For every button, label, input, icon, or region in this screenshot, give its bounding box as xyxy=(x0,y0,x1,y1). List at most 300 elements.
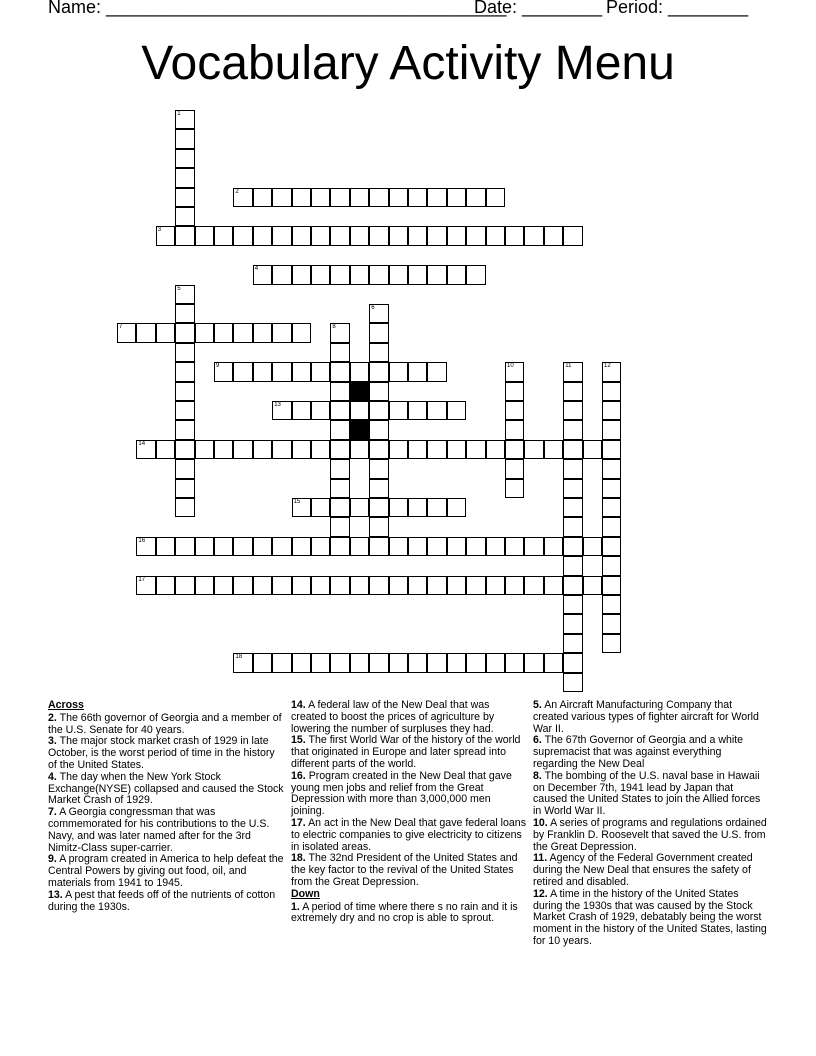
crossword-cell[interactable] xyxy=(175,343,194,362)
crossword-cell[interactable] xyxy=(466,653,485,672)
crossword-cell[interactable] xyxy=(272,537,291,556)
crossword-cell[interactable] xyxy=(175,226,194,245)
crossword-cell[interactable] xyxy=(350,188,369,207)
crossword-cell[interactable] xyxy=(195,323,214,342)
crossword-cell[interactable] xyxy=(156,537,175,556)
crossword-cell[interactable] xyxy=(408,498,427,517)
crossword-cell[interactable] xyxy=(369,362,388,381)
crossword-cell[interactable] xyxy=(233,226,252,245)
crossword-cell[interactable] xyxy=(524,440,543,459)
crossword-cell[interactable] xyxy=(466,440,485,459)
crossword-cell[interactable] xyxy=(253,323,272,342)
crossword-cell[interactable] xyxy=(563,382,582,401)
crossword-cell[interactable] xyxy=(408,188,427,207)
black-cell xyxy=(350,420,369,439)
crossword-cell[interactable] xyxy=(214,362,233,381)
crossword-cell[interactable] xyxy=(369,401,388,420)
crossword-cell[interactable] xyxy=(214,537,233,556)
crossword-cell[interactable] xyxy=(389,226,408,245)
clue-label: 3. xyxy=(48,735,57,748)
crossword-cell[interactable] xyxy=(369,479,388,498)
across-clue xyxy=(48,713,284,737)
crossword-cell[interactable] xyxy=(389,401,408,420)
crossword-cell[interactable] xyxy=(505,479,524,498)
crossword-cell[interactable] xyxy=(563,362,582,381)
period-field[interactable]: Period: ________ xyxy=(606,0,749,17)
crossword-cell[interactable] xyxy=(175,420,194,439)
clue-label: 11. xyxy=(533,852,548,865)
crossword-cell[interactable] xyxy=(330,323,349,342)
crossword-cell[interactable] xyxy=(369,265,388,284)
crossword-cell[interactable] xyxy=(427,265,446,284)
crossword-cell[interactable] xyxy=(272,226,291,245)
crossword-cell[interactable] xyxy=(563,537,582,556)
crossword-cell[interactable] xyxy=(563,401,582,420)
crossword-cell[interactable] xyxy=(447,401,466,420)
crossword-cell[interactable] xyxy=(447,653,466,672)
crossword-cell[interactable] xyxy=(253,226,272,245)
crossword-cell[interactable] xyxy=(175,459,194,478)
crossword-cell[interactable] xyxy=(466,226,485,245)
crossword-cell[interactable] xyxy=(544,440,563,459)
crossword-cell[interactable] xyxy=(408,653,427,672)
crossword-cell[interactable] xyxy=(583,576,602,595)
crossword-cell[interactable] xyxy=(563,226,582,245)
crossword-cell[interactable] xyxy=(350,498,369,517)
crossword-cell[interactable] xyxy=(330,479,349,498)
crossword-cell[interactable] xyxy=(408,265,427,284)
crossword-cell[interactable] xyxy=(175,498,194,517)
crossword-cell[interactable] xyxy=(175,188,194,207)
clue-text: Agency of the Federal Government created during the New Deal that ensures the safety of retired and disabled. xyxy=(533,852,753,888)
crossword-cell[interactable] xyxy=(408,362,427,381)
crossword-cell[interactable] xyxy=(350,440,369,459)
crossword-cell[interactable] xyxy=(602,382,621,401)
crossword-cell[interactable] xyxy=(195,537,214,556)
clue-number: 17 xyxy=(138,576,146,583)
clue-section-heading: Down xyxy=(291,887,320,900)
crossword-cell[interactable] xyxy=(389,440,408,459)
clue-text: A Georgia congressman that was commemorated for his contributions to the U.S. Navy, and was later named after for the 3rd Nimitz-Class super-carrier. xyxy=(48,806,270,854)
crossword-cell[interactable] xyxy=(330,537,349,556)
crossword-cell[interactable] xyxy=(602,634,621,653)
crossword-cell[interactable] xyxy=(505,459,524,478)
crossword-cell[interactable] xyxy=(272,188,291,207)
crossword-cell[interactable] xyxy=(563,595,582,614)
crossword-cell[interactable] xyxy=(447,188,466,207)
crossword-cell[interactable] xyxy=(602,362,621,381)
clue-number: 5 xyxy=(177,285,181,292)
down-clue xyxy=(533,771,769,818)
crossword-cell[interactable] xyxy=(175,149,194,168)
crossword-cell[interactable] xyxy=(311,226,330,245)
crossword-cell[interactable] xyxy=(486,226,505,245)
name-field[interactable]: Name: ________________________________________ xyxy=(48,0,507,17)
crossword-cell[interactable] xyxy=(175,382,194,401)
crossword-cell[interactable] xyxy=(408,440,427,459)
clue-number: 15 xyxy=(293,499,301,505)
crossword-cell[interactable] xyxy=(350,362,369,381)
crossword-cell[interactable] xyxy=(505,440,524,459)
crossword-cell[interactable] xyxy=(447,498,466,517)
crossword-cell[interactable] xyxy=(369,440,388,459)
crossword-cell[interactable] xyxy=(175,401,194,420)
crossword-cell[interactable] xyxy=(563,498,582,517)
crossword-cell[interactable] xyxy=(369,498,388,517)
crossword-cell[interactable] xyxy=(292,323,311,342)
crossword-cell[interactable] xyxy=(563,653,582,672)
crossword-cell[interactable] xyxy=(330,343,349,362)
crossword-cell[interactable] xyxy=(253,362,272,381)
crossword-cell[interactable] xyxy=(175,323,194,342)
crossword-cell[interactable] xyxy=(175,576,194,595)
clue-label: 17. xyxy=(291,816,306,829)
crossword-cell[interactable] xyxy=(427,362,446,381)
crossword-cell[interactable] xyxy=(253,653,272,672)
crossword-cell[interactable] xyxy=(389,362,408,381)
crossword-cell[interactable] xyxy=(369,323,388,342)
clues-column-3 xyxy=(533,700,769,948)
crossword-cell[interactable] xyxy=(175,479,194,498)
crossword-cell[interactable] xyxy=(156,440,175,459)
crossword-cell[interactable] xyxy=(195,226,214,245)
crossword-cell[interactable] xyxy=(389,537,408,556)
crossword-cell[interactable] xyxy=(233,537,252,556)
down-clue xyxy=(533,853,769,888)
crossword-cell[interactable] xyxy=(214,576,233,595)
clue-label: 13. xyxy=(48,888,63,901)
clue-label: 6. xyxy=(533,734,542,747)
crossword-cell[interactable] xyxy=(389,653,408,672)
crossword-cell[interactable] xyxy=(311,401,330,420)
crossword-cell[interactable] xyxy=(583,440,602,459)
clue-text: The major stock market crash of 1929 in late October, is the worst period of time in the history of the United States. xyxy=(48,735,275,771)
crossword-cell[interactable] xyxy=(447,537,466,556)
crossword-cell[interactable] xyxy=(369,343,388,362)
crossword-cell[interactable] xyxy=(330,576,349,595)
crossword-cell[interactable] xyxy=(369,382,388,401)
crossword-cell[interactable] xyxy=(486,188,505,207)
crossword-cell[interactable] xyxy=(389,188,408,207)
clue-label: 18. xyxy=(291,852,306,865)
crossword-cell[interactable] xyxy=(350,401,369,420)
crossword-cell[interactable] xyxy=(330,420,349,439)
crossword-cell[interactable] xyxy=(330,653,349,672)
clue-text: The 32nd President of the United States and the key factor to the revival of the United States from the Great Depression. xyxy=(291,852,518,888)
clue-text: The first World War of the history of the world that originated in Europe and later spread into different parts of the world. xyxy=(291,734,521,770)
across-clue xyxy=(291,735,527,770)
crossword-cell[interactable] xyxy=(563,556,582,575)
crossword-cell[interactable] xyxy=(524,653,543,672)
crossword-cell[interactable] xyxy=(233,323,252,342)
crossword-cell[interactable] xyxy=(563,517,582,536)
down-clue xyxy=(533,889,769,948)
crossword-cell[interactable] xyxy=(136,440,155,459)
clue-number: 9 xyxy=(216,363,220,370)
crossword-cell[interactable] xyxy=(175,168,194,187)
clue-label: 16. xyxy=(291,769,306,782)
crossword-cell[interactable] xyxy=(175,362,194,381)
crossword-cell[interactable] xyxy=(175,129,194,148)
crossword-cell[interactable] xyxy=(563,576,582,595)
crossword-cell[interactable] xyxy=(350,265,369,284)
crossword-cell[interactable] xyxy=(602,401,621,420)
date-field[interactable]: Date: ________ xyxy=(474,0,603,17)
crossword-cell[interactable] xyxy=(330,401,349,420)
crossword-cell[interactable] xyxy=(214,226,233,245)
crossword-cell[interactable] xyxy=(544,653,563,672)
crossword-cell[interactable] xyxy=(486,537,505,556)
crossword-cell[interactable] xyxy=(272,323,291,342)
crossword-cell[interactable] xyxy=(563,440,582,459)
clue-label: 12. xyxy=(533,887,548,900)
crossword-cell[interactable] xyxy=(292,440,311,459)
across-clue xyxy=(48,890,284,914)
crossword-cell[interactable] xyxy=(427,537,446,556)
crossword-cell[interactable] xyxy=(292,362,311,381)
crossword-cell[interactable] xyxy=(389,265,408,284)
crossword-cell[interactable] xyxy=(350,576,369,595)
crossword-cell[interactable] xyxy=(330,362,349,381)
crossword-cell[interactable] xyxy=(486,653,505,672)
crossword-cell[interactable] xyxy=(175,537,194,556)
crossword-cell[interactable] xyxy=(602,459,621,478)
crossword-cell[interactable] xyxy=(253,537,272,556)
crossword-cell[interactable] xyxy=(427,440,446,459)
crossword-cell[interactable] xyxy=(505,537,524,556)
across-clue xyxy=(291,700,527,735)
crossword-cell[interactable] xyxy=(505,362,524,381)
clue-label: 4. xyxy=(48,770,57,783)
crossword-cell[interactable] xyxy=(602,420,621,439)
crossword-cell[interactable] xyxy=(524,576,543,595)
crossword-cell[interactable] xyxy=(330,226,349,245)
crossword-cell[interactable] xyxy=(136,537,155,556)
crossword-cell[interactable] xyxy=(214,440,233,459)
crossword-cell[interactable] xyxy=(311,576,330,595)
crossword-cell[interactable] xyxy=(563,479,582,498)
crossword-cell[interactable] xyxy=(427,653,446,672)
crossword-cell[interactable] xyxy=(253,188,272,207)
crossword-cell[interactable] xyxy=(311,498,330,517)
crossword-cell[interactable] xyxy=(311,653,330,672)
crossword-cell[interactable] xyxy=(427,401,446,420)
crossword-cell[interactable] xyxy=(214,323,233,342)
crossword-cell[interactable] xyxy=(369,653,388,672)
clues-column-2 xyxy=(291,700,527,925)
crossword-cell[interactable] xyxy=(369,459,388,478)
crossword-cell[interactable] xyxy=(175,440,194,459)
clue-number: 4 xyxy=(254,266,259,273)
crossword-cell[interactable] xyxy=(369,420,388,439)
crossword-cell[interactable] xyxy=(330,382,349,401)
crossword-cell[interactable] xyxy=(544,537,563,556)
crossword-cell[interactable] xyxy=(505,226,524,245)
crossword-cell[interactable] xyxy=(524,226,543,245)
crossword-cell[interactable] xyxy=(330,188,349,207)
crossword-cell[interactable] xyxy=(156,226,175,245)
crossword-cell[interactable] xyxy=(292,576,311,595)
clue-number: 11 xyxy=(565,363,572,370)
crossword-cell[interactable] xyxy=(563,614,582,633)
crossword-cell[interactable] xyxy=(563,420,582,439)
crossword-cell[interactable] xyxy=(156,576,175,595)
crossword-cell[interactable] xyxy=(233,440,252,459)
crossword-cell[interactable] xyxy=(408,576,427,595)
clue-label: 2. xyxy=(48,711,57,724)
clue-text: The 67th Governor of Georgia and a white supremacist that was against everything regarding the New Deal xyxy=(533,734,744,770)
crossword-cell[interactable] xyxy=(292,653,311,672)
crossword-cell[interactable] xyxy=(505,420,524,439)
crossword-cell[interactable] xyxy=(292,498,311,517)
clue-number: 7 xyxy=(119,324,123,331)
page-title: Vocabulary Activity Menu xyxy=(141,37,675,90)
clue-label: 1. xyxy=(291,900,300,913)
crossword-cell[interactable] xyxy=(272,576,291,595)
crossword-cell[interactable] xyxy=(195,440,214,459)
crossword-cell[interactable] xyxy=(427,498,446,517)
crossword-cell[interactable] xyxy=(447,440,466,459)
crossword-cell[interactable] xyxy=(292,188,311,207)
crossword-cell[interactable] xyxy=(602,576,621,595)
crossword-cell[interactable] xyxy=(253,265,272,284)
crossword-cell[interactable] xyxy=(505,653,524,672)
crossword-cell[interactable] xyxy=(389,498,408,517)
crossword-cell[interactable] xyxy=(311,188,330,207)
crossword-cell[interactable] xyxy=(136,323,155,342)
crossword-cell[interactable] xyxy=(233,362,252,381)
crossword-cell[interactable] xyxy=(292,537,311,556)
clue-label: 9. xyxy=(48,853,57,866)
across-clue xyxy=(291,853,527,888)
crossword-cell[interactable] xyxy=(602,517,621,536)
crossword-cell[interactable] xyxy=(136,576,155,595)
crossword-cell[interactable] xyxy=(505,576,524,595)
clue-label: 7. xyxy=(48,806,57,819)
crossword-cell[interactable] xyxy=(369,576,388,595)
clue-number: 2 xyxy=(235,188,239,195)
clue-text: A series of programs and regulations ordained by Franklin D. Roosevelt that saved the U.S. from the Great Depression. xyxy=(533,816,767,853)
across-clue xyxy=(48,807,284,854)
crossword-cell[interactable] xyxy=(175,110,194,129)
crossword-cell[interactable] xyxy=(272,401,291,420)
crossword-cell[interactable] xyxy=(408,226,427,245)
clue-label: 14. xyxy=(291,699,306,711)
crossword-cell[interactable] xyxy=(330,440,349,459)
crossword-cell[interactable] xyxy=(563,673,582,692)
crossword-cell[interactable] xyxy=(311,537,330,556)
crossword-cell[interactable] xyxy=(311,362,330,381)
crossword-cell[interactable] xyxy=(330,498,349,517)
clue-text: The day when the New York Stock Exchange(NYSE) collapsed and caused the Stock Market Crash of 1929. xyxy=(48,770,284,807)
crossword-cell[interactable] xyxy=(350,226,369,245)
clue-text: A period of time where there s no rain and it is extremely dry and no crop is able to sprout. xyxy=(291,900,518,925)
crossword-cell[interactable] xyxy=(350,653,369,672)
across-clue xyxy=(48,736,284,771)
crossword-cell[interactable] xyxy=(427,226,446,245)
crossword-cell[interactable] xyxy=(311,265,330,284)
crossword-cell[interactable] xyxy=(117,323,136,342)
crossword-cell[interactable] xyxy=(175,304,194,323)
clue-label: 5. xyxy=(533,699,542,711)
crossword-cell[interactable] xyxy=(233,576,252,595)
crossword-cell[interactable] xyxy=(175,285,194,304)
crossword-cell[interactable] xyxy=(427,576,446,595)
crossword-cell[interactable] xyxy=(602,595,621,614)
clue-number: 14 xyxy=(138,440,146,447)
crossword-cell[interactable] xyxy=(272,265,291,284)
crossword-cell[interactable] xyxy=(330,459,349,478)
crossword-cell[interactable] xyxy=(408,537,427,556)
crossword-cell[interactable] xyxy=(350,537,369,556)
crossword-cell[interactable] xyxy=(330,517,349,536)
crossword-cell[interactable] xyxy=(602,556,621,575)
crossword-cell[interactable] xyxy=(602,537,621,556)
crossword-cell[interactable] xyxy=(427,188,446,207)
crossword-cell[interactable] xyxy=(486,576,505,595)
crossword-cell[interactable] xyxy=(233,653,252,672)
crossword-cell[interactable] xyxy=(408,401,427,420)
crossword-cell[interactable] xyxy=(602,498,621,517)
crossword-cell[interactable] xyxy=(253,576,272,595)
crossword-cell[interactable] xyxy=(602,614,621,633)
crossword-cell[interactable] xyxy=(524,537,543,556)
crossword-cell[interactable] xyxy=(272,653,291,672)
crossword-cell[interactable] xyxy=(175,207,194,226)
crossword-cell[interactable] xyxy=(544,576,563,595)
crossword-cell[interactable] xyxy=(447,576,466,595)
crossword-cell[interactable] xyxy=(330,265,349,284)
crossword-cell[interactable] xyxy=(369,226,388,245)
crossword-cell[interactable] xyxy=(563,459,582,478)
crossword-cell[interactable] xyxy=(156,323,175,342)
crossword-cell[interactable] xyxy=(272,440,291,459)
across-clue xyxy=(48,772,284,807)
crossword-cell[interactable] xyxy=(602,440,621,459)
crossword-cell[interactable] xyxy=(505,401,524,420)
crossword-cell[interactable] xyxy=(505,382,524,401)
crossword-cell[interactable] xyxy=(447,226,466,245)
clue-number: 18 xyxy=(235,654,243,661)
crossword-cell[interactable] xyxy=(195,576,214,595)
crossword-cell[interactable] xyxy=(563,634,582,653)
crossword-cell[interactable] xyxy=(389,576,408,595)
crossword-cell[interactable] xyxy=(369,537,388,556)
crossword-cell[interactable] xyxy=(369,304,388,323)
clue-number: 3 xyxy=(157,227,162,234)
crossword-cell[interactable] xyxy=(292,226,311,245)
crossword-cell[interactable] xyxy=(311,440,330,459)
across-clue xyxy=(48,854,284,889)
crossword-cell[interactable] xyxy=(602,479,621,498)
crossword-cell[interactable] xyxy=(466,576,485,595)
crossword-cell[interactable] xyxy=(466,537,485,556)
crossword-cell[interactable] xyxy=(466,265,485,284)
crossword-cell[interactable] xyxy=(447,265,466,284)
clue-number: 16 xyxy=(138,537,146,544)
crossword-cell[interactable] xyxy=(583,537,602,556)
crossword-cell[interactable] xyxy=(369,517,388,536)
crossword-cell[interactable] xyxy=(486,440,505,459)
crossword-cell[interactable] xyxy=(272,362,291,381)
crossword-cell[interactable] xyxy=(292,265,311,284)
crossword-cell[interactable] xyxy=(292,401,311,420)
crossword-cell[interactable] xyxy=(544,226,563,245)
crossword-cell[interactable] xyxy=(253,440,272,459)
crossword-cell[interactable] xyxy=(233,188,252,207)
crossword-cell[interactable] xyxy=(369,188,388,207)
crossword-cell[interactable] xyxy=(466,188,485,207)
